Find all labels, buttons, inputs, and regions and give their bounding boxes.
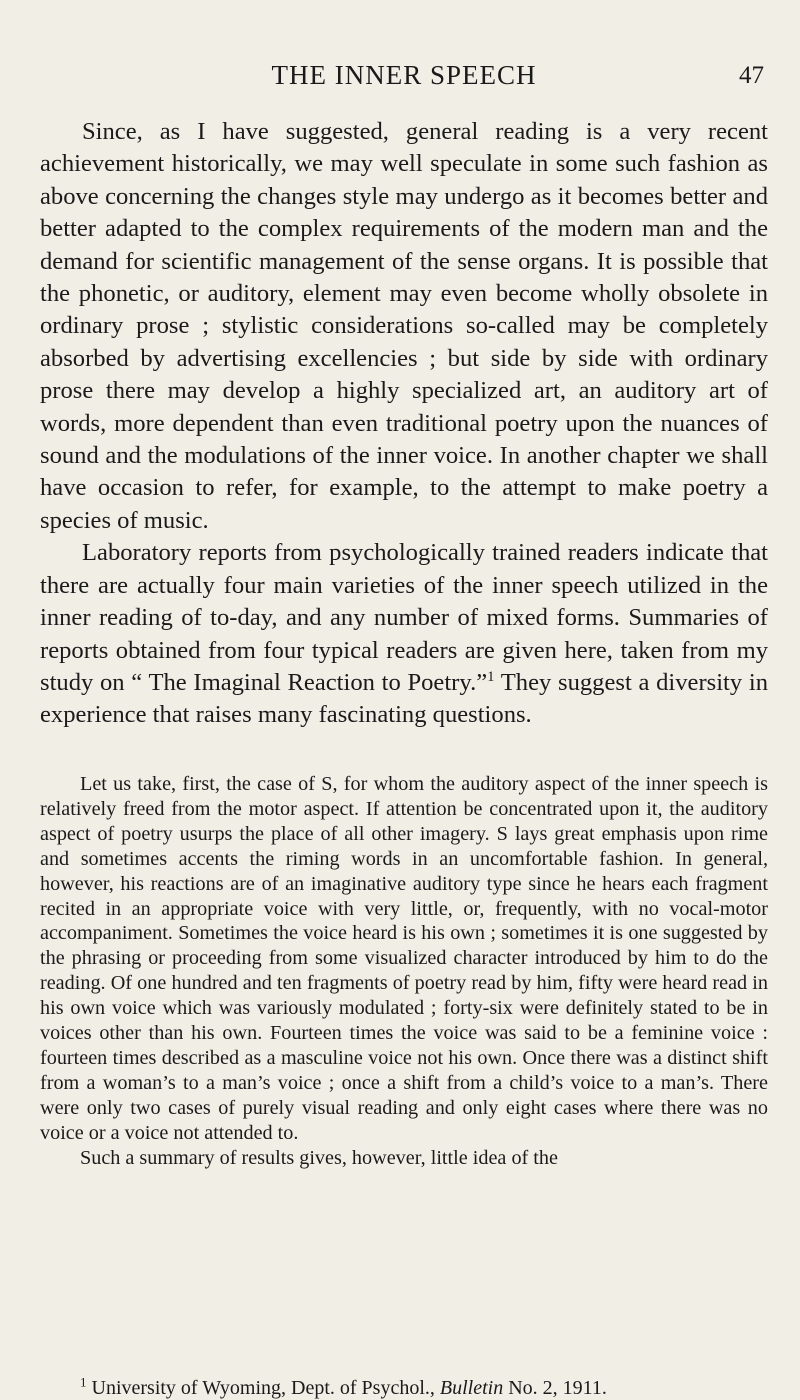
- footnote-reference: 1: [487, 668, 495, 685]
- running-head: [40, 60, 768, 100]
- footnote-marker: 1: [80, 1374, 87, 1390]
- body-paragraph-text: Laboratory reports from psychologically trained readers indicate that there are actually four main varieties of the inner speech utilized in the inner reading of to-day, and any number of mixed forms. Summaries of reports obtained from four typical readers are given here, taken from my study on “ The Imaginal Reaction to Poetry.”: [40, 539, 768, 696]
- body-paragraph: [40, 537, 768, 731]
- footnote-text: University of Wyoming, Dept. of Psychol.,: [86, 1377, 440, 1399]
- page-number: 47: [739, 62, 764, 89]
- footnote-publication-title: Bulletin: [439, 1377, 504, 1399]
- main-text: [40, 116, 768, 732]
- body-paragraph: Since, as I have suggested, general reading is a very recent achievement historically, we may well speculate in some such fashion as above concerning the changes style may undergo as it becomes better and better adapted to the complex requirements of the modern man and the demand for scientific management of the sense organs. It is possible that the phonetic, or auditory, element may even become wholly obsolete in ordinary prose ; stylistic considerations so-called may be completely absorbed by advertising excellencies ; but side by side with ordinary prose there may develop a highly specialized art, an auditory art of words, more dependent than even traditional poetry upon the nuances of sound and the modulations of the inner voice. In another chapter we shall have occasion to refer, for example, to the attempt to make poetry a species of music.: [40, 118, 768, 534]
- extract-paragraph: Let us take, first, the case of S, for whom the auditory aspect of the inner speech is relatively freed from the motor aspect. If attention be concentrated upon it, the auditory aspect of poetry usurps the place of all other imagery. S lays great emphasis upon rime and sometimes accents the riming words in an uncomfortable fashion. In general, however, his reactions are of an imaginative auditory type since he hears each fragment recited in an appropriate voice with very little, or, frequently, with no vocal-motor accompaniment. Sometimes the voice heard is his own ; sometimes it is one suggested by the phrasing or proceeding from some visualized character introduced by him to do the reading. Of one hundred and ten fragments of poetry read by him, fifty were heard read in his own voice which was variously modulated ; forty-six were definitely stated to be in voices other than his own. Fourteen times the voice was said to be a feminine voice : fourteen times described as a masculine voice not his own. Once there was a distinct shift from a woman’s to a man’s voice ; once a shift from a child’s voice to a man’s. There were only two cases of purely visual reading and only eight cases where there was no voice or a voice not attended to.: [40, 773, 768, 1144]
- footnote-text: No. 2, 1911.: [503, 1377, 607, 1399]
- running-title: THE INNER SPEECH: [271, 60, 537, 90]
- quoted-extract: [40, 772, 768, 1171]
- body-paragraph-text: They suggest a diversity in experience that raises many fascinating questions.: [40, 668, 768, 729]
- extract-paragraph: Such a summary of results gives, however, little idea of the: [80, 1146, 558, 1169]
- footnote: [40, 1376, 768, 1400]
